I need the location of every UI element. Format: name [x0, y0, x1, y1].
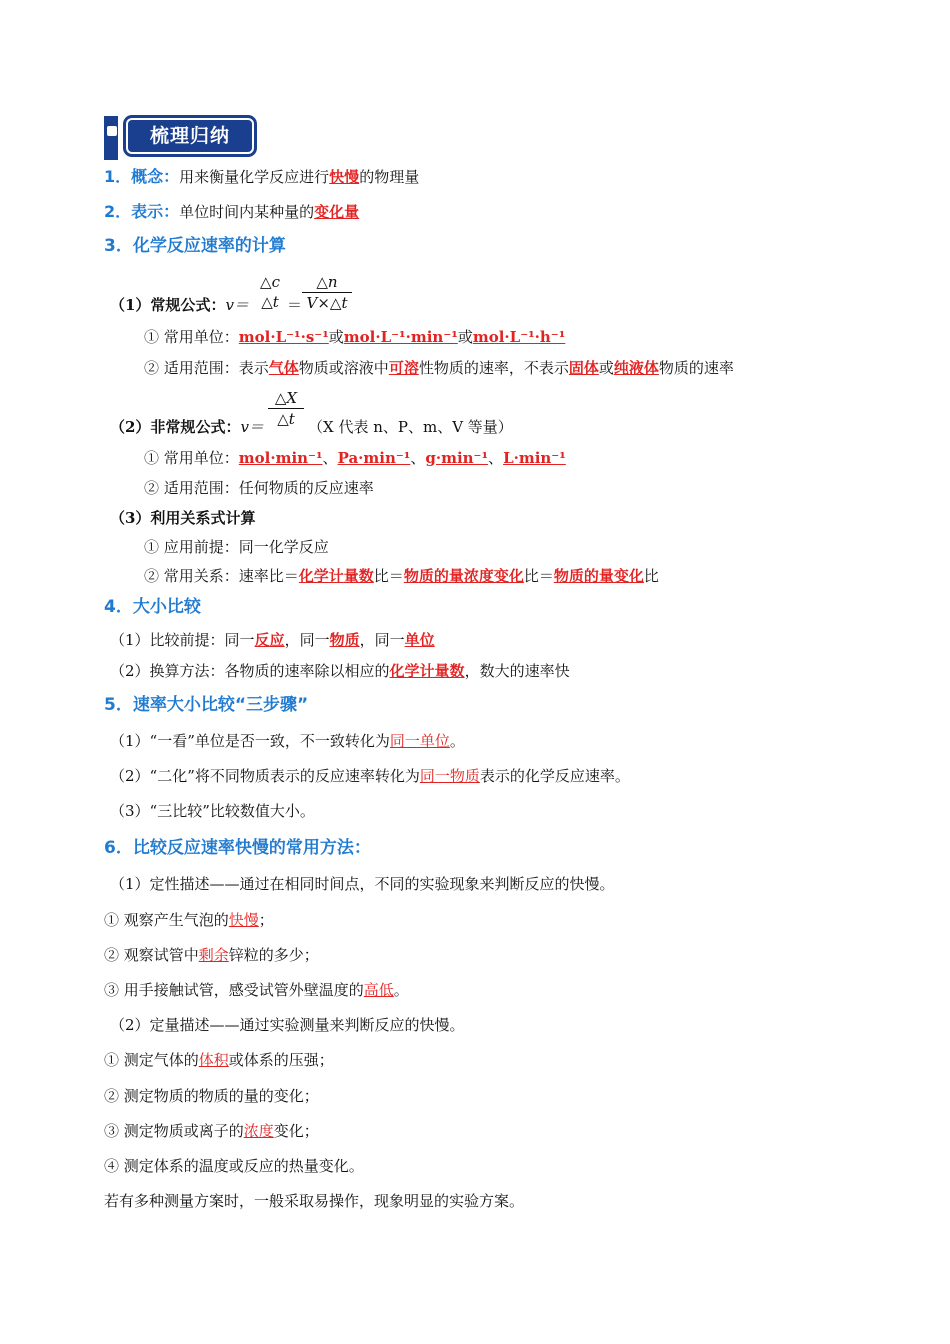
concept-key: 快慢 — [329, 168, 360, 186]
step-2 — [110, 765, 630, 787]
qual3-pre: ③ 用手接触试管，感受试管外壁温度的 — [104, 981, 364, 999]
compare-heading: 4．大小比较 — [104, 597, 201, 617]
compare-pre: （1）比较前提：同一 — [110, 631, 255, 649]
step-1 — [110, 730, 465, 752]
unit-mol-min: mol·min⁻¹ — [238, 449, 323, 467]
relation-pre: ② 常用关系：速率比＝ — [144, 567, 299, 585]
qual2-key: 剩余 — [198, 946, 229, 964]
unit-g-min: g·min⁻¹ — [425, 449, 489, 467]
section-badge — [104, 116, 254, 160]
relation-line — [144, 565, 659, 587]
step1-post: 。 — [449, 732, 465, 750]
relation-key-conc: 物质的量浓度变化 — [403, 567, 524, 585]
quant1-key: 体积 — [198, 1051, 229, 1069]
qual3-post: 。 — [393, 981, 409, 999]
quant-item-3 — [104, 1120, 319, 1142]
range-t2: 性物质的速率，不表示 — [418, 359, 569, 377]
range-t1: 物质或溶液中 — [298, 359, 389, 377]
relation-key-mol: 物质的量变化 — [553, 567, 644, 585]
or-2: 或 — [457, 328, 473, 346]
qualitative-desc: （1）定性描述——通过在相同时间点，不同的实验现象来判断反应的快慢。 — [110, 875, 615, 893]
regular-formula-line — [110, 294, 249, 316]
concept-num: 1． — [104, 167, 132, 186]
sep-1: 、 — [322, 449, 338, 467]
frac3-num: △X — [268, 388, 304, 409]
sep-3: 、 — [488, 449, 504, 467]
range-t3: 或 — [598, 359, 614, 377]
compare-t2: ，同一 — [359, 631, 405, 649]
or-1: 或 — [328, 328, 344, 346]
step1-key: 同一单位 — [389, 732, 450, 750]
regular-unit-line — [144, 326, 565, 348]
quant1-post: 或体系的压强； — [228, 1051, 334, 1069]
qual-item-1 — [104, 909, 274, 931]
frac1-num: △c — [260, 273, 280, 291]
regular-formula-label: （1）常规公式： — [110, 296, 226, 314]
quant-item-2: ② 测定物质的物质的量的变化； — [104, 1087, 319, 1105]
qual-item-3 — [104, 979, 409, 1001]
range-pre: ② 适用范围：表示 — [144, 359, 269, 377]
quant1-pre: ① 测定气体的 — [104, 1051, 199, 1069]
compare-key-substance: 物质 — [329, 631, 360, 649]
sep-2: 、 — [410, 449, 426, 467]
range-key-liquid: 纯液体 — [613, 359, 659, 377]
relation-t2: 比＝ — [523, 567, 554, 585]
quant3-post: 变化； — [273, 1122, 319, 1140]
fraction-dx-dt — [268, 388, 304, 429]
compare-method — [110, 660, 570, 682]
methods-heading: 6．比较反应速率快慢的常用方法： — [104, 838, 371, 858]
method-key: 化学计量数 — [389, 662, 465, 680]
rep-num: 2． — [104, 202, 132, 221]
nonregular-note: （X 代表 n、P、m、V 等量） — [308, 418, 513, 436]
closing-note: 若有多种测量方案时，一般采取易操作，现象明显的实验方案。 — [104, 1192, 525, 1210]
rep-key: 变化量 — [314, 203, 360, 221]
range-key-solid: 固体 — [568, 359, 599, 377]
nonregular-label: （2）非常规公式： — [110, 418, 241, 436]
formula-eq: ＝ — [287, 296, 303, 314]
qual2-pre: ② 观察试管中 — [104, 946, 199, 964]
qual2-post: 锌粒的多少； — [228, 946, 319, 964]
nonregular-v: v＝ — [240, 418, 264, 436]
badge-title: 梳理归纳 — [126, 118, 254, 154]
calc-heading: 3．化学反应速率的计算 — [104, 236, 286, 256]
concept-label: 概念： — [131, 167, 180, 186]
method-post: ，数大的速率快 — [464, 662, 570, 680]
concept-line — [104, 166, 419, 188]
compare-t1: ，同一 — [284, 631, 330, 649]
unit-mol-l-h: mol·L⁻¹·h⁻¹ — [472, 328, 566, 346]
nonregular-unit-pre: ① 常用单位： — [144, 449, 239, 467]
qual1-pre: ① 观察产生气泡的 — [104, 911, 229, 929]
quant3-key: 浓度 — [243, 1122, 274, 1140]
unit-mol-l-s: mol·L⁻¹·s⁻¹ — [238, 328, 329, 346]
qual-item-2 — [104, 944, 319, 966]
three-steps-heading: 5．速率大小比较“三步骤” — [104, 695, 309, 715]
unit-pa-min: Pa·min⁻¹ — [337, 449, 411, 467]
qual3-key: 高低 — [363, 981, 394, 999]
step1-pre: （1）“一看”单位是否一致，不一致转化为 — [110, 732, 390, 750]
relation-key-coef: 化学计量数 — [298, 567, 374, 585]
concept-post: 的物理量 — [359, 168, 420, 186]
compare-key-unit: 单位 — [404, 631, 435, 649]
relation-t1: 比＝ — [373, 567, 404, 585]
range-t4: 物质的速率 — [658, 359, 734, 377]
rep-text: 单位时间内某种量的 — [179, 203, 315, 221]
concept-text: 用来衡量化学反应进行 — [179, 168, 330, 186]
quantitative-desc: （2）定量描述——通过实验测量来判断反应的快慢。 — [110, 1016, 465, 1034]
relation-label: （3）利用关系式计算 — [110, 509, 256, 527]
fraction-dn-vdt — [302, 272, 352, 313]
rep-label: 表示： — [131, 202, 180, 221]
qual1-post: ； — [258, 911, 274, 929]
step2-key: 同一物质 — [419, 767, 480, 785]
representation-line — [104, 201, 359, 223]
regular-range-line — [144, 357, 734, 379]
relation-premise: ① 应用前提：同一化学反应 — [144, 538, 329, 556]
unit-l-min: L·min⁻¹ — [503, 449, 566, 467]
step-3: （3）“三比较”比较数值大小。 — [110, 802, 315, 820]
compare-key-reaction: 反应 — [254, 631, 285, 649]
nonregular-formula-line — [110, 416, 264, 438]
relation-t3: 比 — [643, 567, 659, 585]
nonregular-range: ② 适用范围：任何物质的反应速率 — [144, 479, 374, 497]
qual1-key: 快慢 — [228, 911, 259, 929]
badge-bar — [104, 116, 118, 160]
regular-unit-pre: ① 常用单位： — [144, 328, 239, 346]
range-key-soluble: 可溶 — [388, 359, 419, 377]
nonregular-unit-line — [144, 447, 566, 469]
quant-item-4: ④ 测定体系的温度或反应的热量变化。 — [104, 1157, 364, 1175]
regular-v: v＝ — [225, 296, 249, 314]
step2-pre: （2）“二化”将不同物质表示的反应速率转化为 — [110, 767, 420, 785]
range-key-gas: 气体 — [268, 359, 299, 377]
frac2-den: V×△t — [306, 294, 348, 312]
step2-post: 表示的化学反应速率。 — [479, 767, 630, 785]
frac2-num: △n — [302, 272, 352, 293]
badge-notch — [107, 126, 117, 136]
compare-premise — [110, 629, 435, 651]
frac1-den: △t — [261, 293, 279, 311]
fraction-dc-dt — [253, 272, 287, 312]
quant-item-1 — [104, 1049, 334, 1071]
frac3-den: △t — [277, 410, 295, 428]
method-pre: （2）换算方法：各物质的速率除以相应的 — [110, 662, 390, 680]
unit-mol-l-min: mol·L⁻¹·min⁻¹ — [343, 328, 458, 346]
quant3-pre: ③ 测定物质或离子的 — [104, 1122, 244, 1140]
